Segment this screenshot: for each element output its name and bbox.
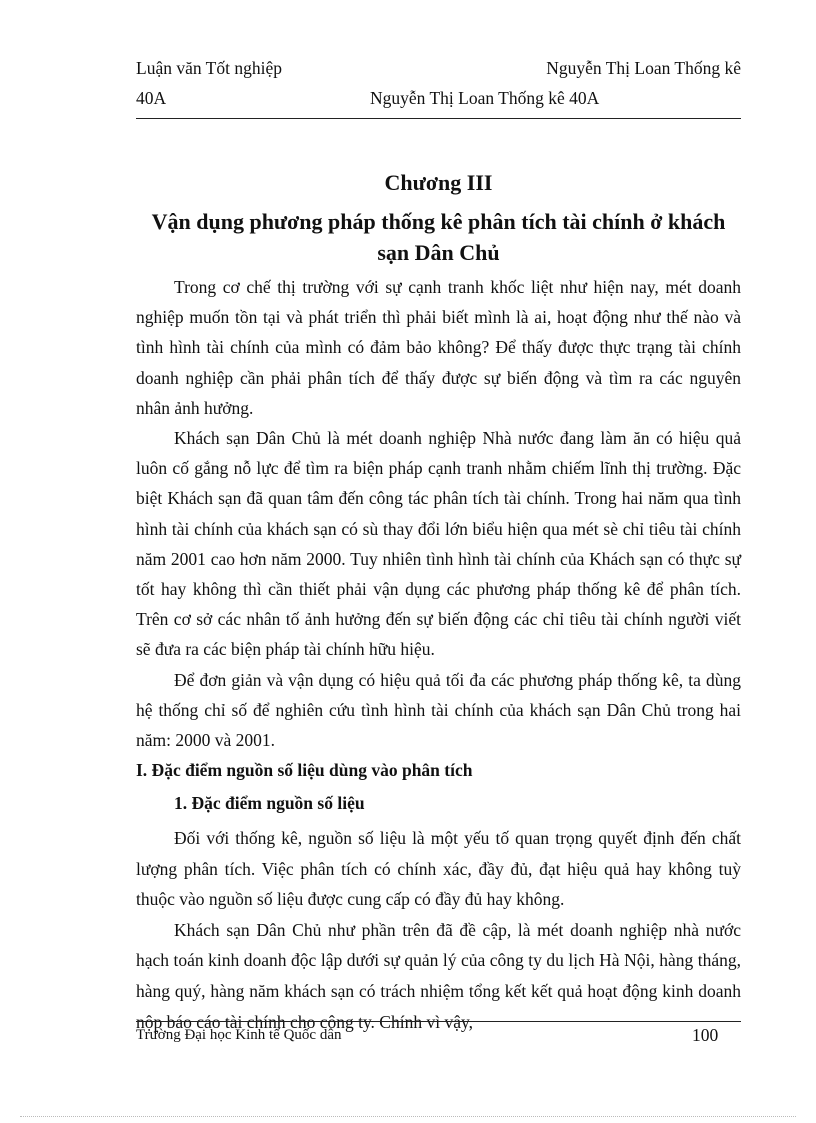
intro-body bbox=[136, 272, 741, 755]
page-header bbox=[136, 58, 741, 118]
paragraph: Đối với thống kê, nguồn số liệu là một yếu tố quan trọng quyết định đến chất lượng phân tích. Việc phân tích có chính xác, đầy đủ, đạt hiệu quả hay không tuỳ thuộc vào nguồn số liệu được cung cấp có đầy đủ hay không. bbox=[136, 828, 741, 910]
section-heading: I. Đặc điểm nguồn số liệu dùng vào phân tích bbox=[136, 760, 473, 780]
paragraph: Trong cơ chế thị trường với sự cạnh tranh khốc liệt như hiện nay, mét doanh nghiệp muốn tồn tại và phát triển thì phải biết mình là ai, hoạt động như thế nào và tình hình tài chính của mình có đảm bảo không? Để thấy được thực trạng tài chính doanh nghiệp cần phải phân tích để thấy được sự biến động và tìm ra các nguyên nhân ảnh hưởng. bbox=[136, 277, 741, 418]
footer-divider bbox=[136, 1021, 741, 1022]
footer-school: Trường Đại học Kinh tế Quốc dân bbox=[136, 1027, 342, 1043]
section-body bbox=[136, 823, 741, 1037]
paragraph: Để đơn giản và vận dụng có hiệu quả tối đa các phương pháp thống kê, ta dùng hệ thống chỉ số để nghiên cứu tình hình tài chính của khách sạn Dân Chủ trong hai năm: 2000 và 2001. bbox=[136, 669, 741, 751]
header-divider bbox=[136, 118, 741, 119]
chapter-heading: Chương III bbox=[384, 170, 493, 195]
page-bottom-divider bbox=[20, 1116, 796, 1117]
chapter-title: Vận dụng phương pháp thống kê phân tích tài chính ở khách sạn Dân Chủ bbox=[151, 209, 726, 265]
paragraph: Khách sạn Dân Chủ là mét doanh nghiệp Nhà nước đang làm ăn có hiệu quả luôn cố gắng nỗ lực để tìm ra biện pháp cạnh tranh nhằm chiếm lĩnh thị trường. Đặc biệt Khách sạn đã quan tâm đến công tác phân tích tài chính. Trong hai năm qua tình hình tài chính của khách sạn có sù thay đổi lớn biểu hiện qua mét sè chỉ tiêu tài chính năm 2001 cao hơn năm 2000. Tuy nhiên tình hình tài chính của Khách sạn có thực sự tốt hay không thì cần thiết phải vận dụng các phương pháp thống kê để phân tích. Trên cơ sở các nhân tố ảnh hưởng đến sự biến động các chỉ tiêu tài chính người viết sẽ đưa ra các biện pháp tài chính hữu hiệu. bbox=[136, 428, 741, 660]
header-left-text: Luận văn Tốt nghiệp bbox=[136, 58, 282, 78]
page-number: 100 bbox=[692, 1025, 719, 1045]
header-right-text: Nguyễn Thị Loan Thống kê bbox=[546, 58, 741, 78]
header-left-text-2: 40A bbox=[136, 88, 167, 108]
paragraph: Khách sạn Dân Chủ như phần trên đã đề cập, là mét doanh nghiệp nhà nước hạch toán kinh doanh độc lập dưới sự quản lý của công ty du lịch Hà Nội, hàng tháng, hàng quý, hàng năm khách sạn có trách nhiệm tổng kết kết quả hoạt động kinh doanh nộp báo cáo tài chính cho công ty. Chính vì vậy, bbox=[136, 919, 741, 1032]
subsection-heading: 1. Đặc điểm nguồn số liệu bbox=[174, 793, 365, 813]
header-center-text-2: Nguyễn Thị Loan Thống kê 40A bbox=[370, 88, 600, 108]
